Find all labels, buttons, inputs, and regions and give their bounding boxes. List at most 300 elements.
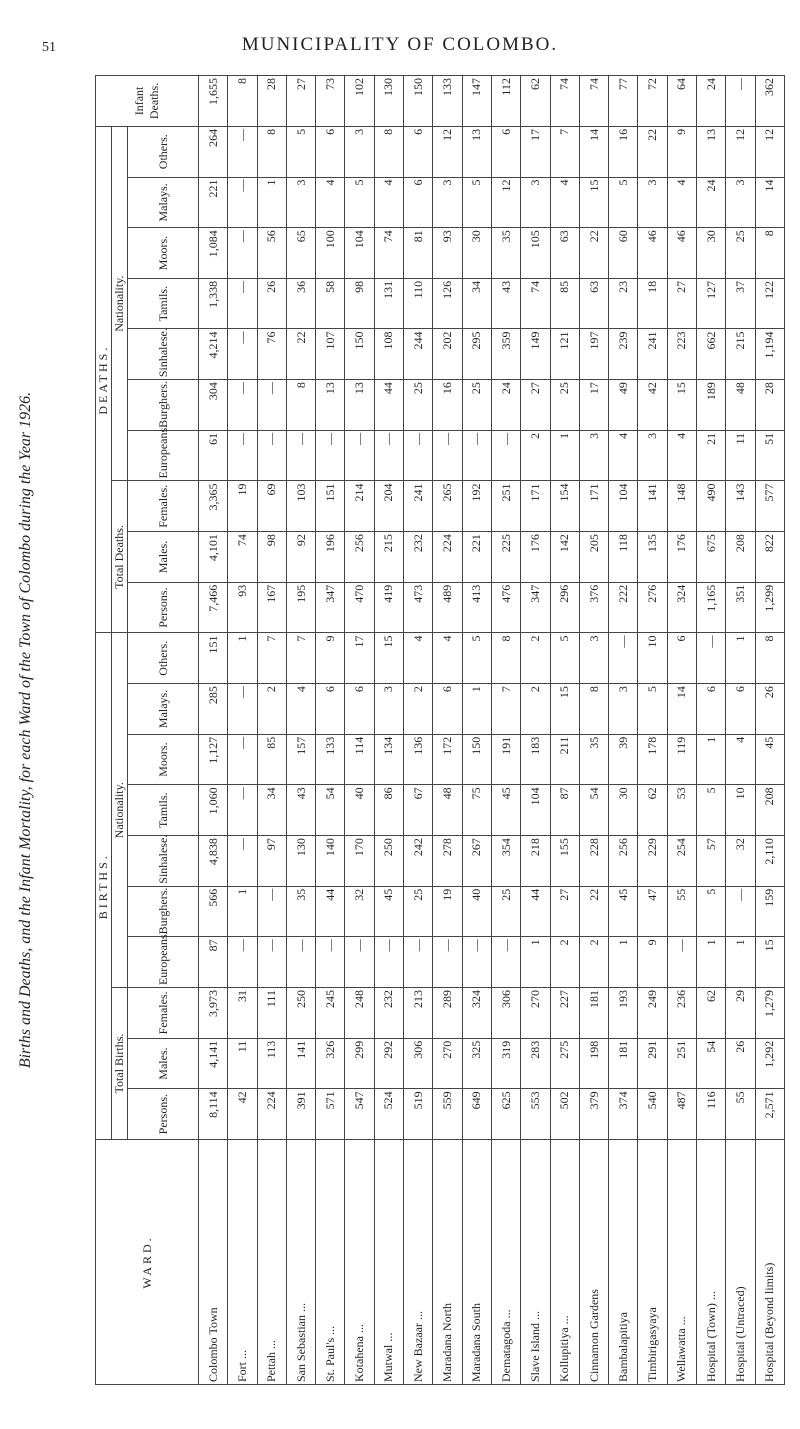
- deaths-others-cell: 22: [638, 126, 667, 177]
- births-others-cell: —: [697, 633, 726, 684]
- infant-deaths-cell: 62: [521, 76, 550, 127]
- births-moors-cell: 85: [257, 734, 286, 785]
- births-tamils-cell: —: [228, 785, 257, 836]
- infant-deaths-cell: 74: [550, 76, 579, 127]
- births-burghers-cell: —: [257, 886, 286, 937]
- deaths-tamils-cell: 98: [345, 278, 374, 329]
- births-europeans-cell: 2: [550, 937, 579, 988]
- births-moors-cell: 183: [521, 734, 550, 785]
- table-row: [257, 76, 286, 1385]
- births-europeans-cell: —: [462, 937, 491, 988]
- ward-name: Fort ...: [228, 1140, 257, 1385]
- deaths-europeans-cell: 4: [667, 430, 696, 481]
- deaths-malays-cell: 1: [257, 177, 286, 228]
- births-malays-cell: 15: [550, 684, 579, 735]
- births-males-header: Males.: [128, 1038, 199, 1089]
- births-males-cell: 275: [550, 1038, 579, 1089]
- deaths-persons-header: Persons.: [128, 582, 199, 633]
- births-tamils-header: Tamils.: [128, 785, 199, 836]
- deaths-malays-cell: 12: [491, 177, 520, 228]
- deaths-others-cell: 7: [550, 126, 579, 177]
- births-females-cell: 29: [726, 988, 755, 1039]
- deaths-burghers-cell: 16: [433, 380, 462, 431]
- deaths-europeans-cell: —: [404, 430, 433, 481]
- deaths-persons-cell: 296: [550, 582, 579, 633]
- deaths-males-cell: 92: [286, 532, 315, 583]
- births-males-cell: 325: [462, 1038, 491, 1089]
- table-row: [609, 76, 638, 1385]
- table-row: [228, 76, 257, 1385]
- deaths-malays-cell: 4: [667, 177, 696, 228]
- ward-name: Kollupitiya ...: [550, 1140, 579, 1385]
- births-tamils-cell: 1,060: [199, 785, 228, 836]
- total-deaths-header: Total Deaths.: [112, 481, 128, 633]
- births-moors-cell: 157: [286, 734, 315, 785]
- deaths-males-cell: 232: [404, 532, 433, 583]
- deaths-moors-cell: 60: [609, 228, 638, 279]
- deaths-sinhalese-cell: 223: [667, 329, 696, 380]
- ward-name: Wellawatta ...: [667, 1140, 696, 1385]
- births-moors-cell: 39: [609, 734, 638, 785]
- deaths-others-cell: 264: [199, 126, 228, 177]
- deaths-males-cell: 225: [491, 532, 520, 583]
- deaths-females-cell: 151: [316, 481, 345, 532]
- deaths-persons-cell: 489: [433, 582, 462, 633]
- births-persons-cell: 571: [316, 1089, 345, 1140]
- deaths-others-cell: 13: [697, 126, 726, 177]
- births-males-cell: 292: [374, 1038, 403, 1089]
- births-persons-cell: 224: [257, 1089, 286, 1140]
- deaths-europeans-cell: —: [433, 430, 462, 481]
- births-burghers-header: Burghers.: [128, 886, 199, 937]
- births-sinhalese-cell: 242: [404, 836, 433, 887]
- births-burghers-cell: 27: [550, 886, 579, 937]
- births-others-cell: 4: [433, 633, 462, 684]
- deaths-females-cell: 192: [462, 481, 491, 532]
- ward-name: Hospital (Beyond limits): [755, 1140, 784, 1385]
- births-tamils-cell: 34: [257, 785, 286, 836]
- deaths-tamils-cell: 110: [404, 278, 433, 329]
- births-others-cell: 2: [521, 633, 550, 684]
- births-persons-cell: 2,571: [755, 1089, 784, 1140]
- deaths-moors-cell: —: [228, 228, 257, 279]
- births-moors-cell: 114: [345, 734, 374, 785]
- deaths-others-cell: 12: [433, 126, 462, 177]
- deaths-persons-cell: 470: [345, 582, 374, 633]
- deaths-europeans-cell: 3: [579, 430, 608, 481]
- deaths-sinhalese-cell: 107: [316, 329, 345, 380]
- deaths-moors-cell: 93: [433, 228, 462, 279]
- births-tamils-cell: 40: [345, 785, 374, 836]
- deaths-persons-cell: 376: [579, 582, 608, 633]
- deaths-moors-cell: 65: [286, 228, 315, 279]
- ward-name: Cinnamon Gardens: [579, 1140, 608, 1385]
- deaths-moors-cell: 30: [462, 228, 491, 279]
- deaths-burghers-cell: 13: [316, 380, 345, 431]
- births-malays-cell: 7: [491, 684, 520, 735]
- births-burghers-cell: 44: [316, 886, 345, 937]
- deaths-others-cell: 5: [286, 126, 315, 177]
- deaths-moors-cell: 104: [345, 228, 374, 279]
- deaths-females-header: Females.: [128, 481, 199, 532]
- births-malays-cell: 6: [345, 684, 374, 735]
- births-europeans-cell: 1: [521, 937, 550, 988]
- side-title: Births and Deaths, and the Infant Mortality, for each Ward of the Town of Colombo during the Year 1926.: [17, 391, 34, 1069]
- infant-deaths-header: Infant Deaths.: [96, 76, 199, 127]
- deaths-malays-cell: 4: [550, 177, 579, 228]
- deaths-females-cell: 490: [697, 481, 726, 532]
- births-tamils-cell: 53: [667, 785, 696, 836]
- deaths-females-cell: 214: [345, 481, 374, 532]
- ward-name: New Bazaar ...: [404, 1140, 433, 1385]
- deaths-burghers-cell: 24: [491, 380, 520, 431]
- deaths-persons-cell: 167: [257, 582, 286, 633]
- births-persons-cell: 553: [521, 1089, 550, 1140]
- deaths-females-cell: 251: [491, 481, 520, 532]
- births-europeans-header: Europeans.: [128, 937, 199, 988]
- births-malays-cell: 1: [462, 684, 491, 735]
- births-females-cell: 236: [667, 988, 696, 1039]
- deaths-europeans-cell: —: [345, 430, 374, 481]
- infant-deaths-cell: 27: [286, 76, 315, 127]
- deaths-sinhalese-cell: 202: [433, 329, 462, 380]
- births-nationality-header: Nationality.: [112, 633, 128, 988]
- infant-deaths-cell: 133: [433, 76, 462, 127]
- deaths-tamils-cell: 18: [638, 278, 667, 329]
- births-females-cell: 62: [697, 988, 726, 1039]
- deaths-tamils-cell: 58: [316, 278, 345, 329]
- deaths-tamils-cell: —: [228, 278, 257, 329]
- table-row: [550, 76, 579, 1385]
- deaths-others-cell: 9: [667, 126, 696, 177]
- deaths-europeans-cell: 3: [638, 430, 667, 481]
- deaths-burghers-cell: 15: [667, 380, 696, 431]
- births-sinhalese-cell: 97: [257, 836, 286, 887]
- deaths-males-cell: 822: [755, 532, 784, 583]
- births-others-cell: 5: [550, 633, 579, 684]
- births-sinhalese-cell: 250: [374, 836, 403, 887]
- births-malays-header: Malays.: [128, 684, 199, 735]
- deaths-europeans-cell: 21: [697, 430, 726, 481]
- births-persons-cell: 55: [726, 1089, 755, 1140]
- deaths-tamils-cell: 85: [550, 278, 579, 329]
- births-females-cell: 306: [491, 988, 520, 1039]
- births-females-cell: 245: [316, 988, 345, 1039]
- ward-name: Hospital (Town) ...: [697, 1140, 726, 1385]
- births-others-cell: 8: [491, 633, 520, 684]
- deaths-malays-cell: 15: [579, 177, 608, 228]
- deaths-tamils-cell: 27: [667, 278, 696, 329]
- deaths-sinhalese-cell: 22: [286, 329, 315, 380]
- deaths-europeans-cell: —: [228, 430, 257, 481]
- births-others-cell: 6: [667, 633, 696, 684]
- infant-deaths-cell: 64: [667, 76, 696, 127]
- births-males-cell: 1,292: [755, 1038, 784, 1089]
- deaths-persons-cell: 419: [374, 582, 403, 633]
- deaths-others-cell: 3: [345, 126, 374, 177]
- births-persons-cell: 502: [550, 1089, 579, 1140]
- infant-deaths-cell: 8: [228, 76, 257, 127]
- births-europeans-cell: —: [345, 937, 374, 988]
- births-moors-cell: —: [228, 734, 257, 785]
- deaths-persons-cell: 7,466: [199, 582, 228, 633]
- births-malays-cell: 3: [609, 684, 638, 735]
- births-males-cell: 26: [726, 1038, 755, 1089]
- births-sinhalese-cell: —: [228, 836, 257, 887]
- births-moors-cell: 133: [316, 734, 345, 785]
- deaths-persons-cell: 276: [638, 582, 667, 633]
- deaths-tamils-cell: 43: [491, 278, 520, 329]
- deaths-males-cell: 675: [697, 532, 726, 583]
- births-sinhalese-cell: 354: [491, 836, 520, 887]
- table-row: [374, 76, 403, 1385]
- infant-deaths-cell: 28: [257, 76, 286, 127]
- deaths-others-cell: —: [228, 126, 257, 177]
- table-row: [404, 76, 433, 1385]
- deaths-tamils-cell: 63: [579, 278, 608, 329]
- deaths-malays-cell: 4: [374, 177, 403, 228]
- table-row: [726, 76, 755, 1385]
- table-row: [697, 76, 726, 1385]
- births-males-cell: 326: [316, 1038, 345, 1089]
- births-persons-cell: 649: [462, 1089, 491, 1140]
- deaths-tamils-cell: 23: [609, 278, 638, 329]
- deaths-persons-cell: 222: [609, 582, 638, 633]
- births-europeans-cell: —: [667, 937, 696, 988]
- deaths-europeans-header: Europeans.: [128, 430, 199, 481]
- deaths-males-cell: 224: [433, 532, 462, 583]
- deaths-males-cell: 256: [345, 532, 374, 583]
- births-moors-cell: 178: [638, 734, 667, 785]
- deaths-females-cell: 241: [404, 481, 433, 532]
- table-body: [199, 76, 785, 1385]
- deaths-tamils-cell: 126: [433, 278, 462, 329]
- deaths-others-cell: 17: [521, 126, 550, 177]
- births-females-cell: 289: [433, 988, 462, 1039]
- births-persons-cell: 116: [697, 1089, 726, 1140]
- deaths-persons-cell: 1,165: [697, 582, 726, 633]
- births-females-cell: 248: [345, 988, 374, 1039]
- births-burghers-cell: 47: [638, 886, 667, 937]
- deaths-moors-cell: 1,084: [199, 228, 228, 279]
- table-row: [521, 76, 550, 1385]
- table-row: [286, 76, 315, 1385]
- deaths-malays-cell: 3: [286, 177, 315, 228]
- table-row: [755, 76, 784, 1385]
- births-sinhalese-cell: 228: [579, 836, 608, 887]
- births-malays-cell: 6: [726, 684, 755, 735]
- births-females-cell: 249: [638, 988, 667, 1039]
- births-burghers-cell: 25: [491, 886, 520, 937]
- deaths-malays-header: Malays.: [128, 177, 199, 228]
- births-sinhalese-cell: 254: [667, 836, 696, 887]
- births-sinhalese-cell: 130: [286, 836, 315, 887]
- deaths-persons-cell: 93: [228, 582, 257, 633]
- births-sinhalese-cell: 140: [316, 836, 345, 887]
- deaths-others-cell: 12: [726, 126, 755, 177]
- deaths-females-cell: 171: [521, 481, 550, 532]
- deaths-persons-cell: 195: [286, 582, 315, 633]
- births-persons-cell: 42: [228, 1089, 257, 1140]
- deaths-females-cell: 143: [726, 481, 755, 532]
- deaths-europeans-cell: 2: [521, 430, 550, 481]
- ward-name: Hospital (Untraced): [726, 1140, 755, 1385]
- deaths-females-cell: 148: [667, 481, 696, 532]
- deaths-males-cell: 221: [462, 532, 491, 583]
- table-row: [579, 76, 608, 1385]
- deaths-moors-cell: 100: [316, 228, 345, 279]
- deaths-persons-cell: 324: [667, 582, 696, 633]
- deaths-females-cell: 3,365: [199, 481, 228, 532]
- deaths-europeans-cell: —: [491, 430, 520, 481]
- births-others-cell: 151: [199, 633, 228, 684]
- deaths-females-cell: 204: [374, 481, 403, 532]
- births-tamils-cell: 67: [404, 785, 433, 836]
- mortality-table: [95, 75, 785, 1385]
- births-sinhalese-cell: 4,838: [199, 836, 228, 887]
- deaths-sinhalese-cell: 662: [697, 329, 726, 380]
- deaths-moors-cell: 56: [257, 228, 286, 279]
- births-sinhalese-cell: 218: [521, 836, 550, 887]
- births-females-cell: 193: [609, 988, 638, 1039]
- births-persons-cell: 559: [433, 1089, 462, 1140]
- deaths-persons-cell: 413: [462, 582, 491, 633]
- deaths-others-cell: 16: [609, 126, 638, 177]
- ward-name: Kotahena ...: [345, 1140, 374, 1385]
- births-males-cell: 4,141: [199, 1038, 228, 1089]
- deaths-others-cell: 12: [755, 126, 784, 177]
- table-row: [491, 76, 520, 1385]
- deaths-europeans-cell: —: [316, 430, 345, 481]
- births-others-cell: 1: [228, 633, 257, 684]
- births-females-cell: 1,279: [755, 988, 784, 1039]
- deaths-persons-cell: 1,299: [755, 582, 784, 633]
- deaths-europeans-cell: 4: [609, 430, 638, 481]
- deaths-males-cell: 208: [726, 532, 755, 583]
- deaths-females-cell: 265: [433, 481, 462, 532]
- births-malays-cell: 2: [257, 684, 286, 735]
- births-moors-cell: 4: [726, 734, 755, 785]
- births-moors-cell: 45: [755, 734, 784, 785]
- births-males-cell: 113: [257, 1038, 286, 1089]
- deaths-sinhalese-cell: 239: [609, 329, 638, 380]
- deaths-moors-header: Moors.: [128, 228, 199, 279]
- births-moors-cell: 150: [462, 734, 491, 785]
- births-tamils-cell: 208: [755, 785, 784, 836]
- deaths-burghers-cell: 49: [609, 380, 638, 431]
- ward-name: Dematagoda ...: [491, 1140, 520, 1385]
- ward-name: Slave Island ...: [521, 1140, 550, 1385]
- deaths-females-cell: 171: [579, 481, 608, 532]
- births-females-cell: 181: [579, 988, 608, 1039]
- deaths-females-cell: 104: [609, 481, 638, 532]
- births-males-cell: 306: [404, 1038, 433, 1089]
- infant-deaths-cell: 72: [638, 76, 667, 127]
- deaths-males-cell: 135: [638, 532, 667, 583]
- table-row: [638, 76, 667, 1385]
- deaths-others-cell: 8: [374, 126, 403, 177]
- deaths-moors-cell: 81: [404, 228, 433, 279]
- births-others-cell: 9: [316, 633, 345, 684]
- deaths-persons-cell: 347: [521, 582, 550, 633]
- births-burghers-cell: 1: [228, 886, 257, 937]
- ward-name: Maradana South: [462, 1140, 491, 1385]
- births-sinhalese-cell: 229: [638, 836, 667, 887]
- births-sinhalese-cell: 2,110: [755, 836, 784, 887]
- births-sinhalese-cell: 155: [550, 836, 579, 887]
- page-number: 51: [42, 40, 56, 55]
- deaths-burghers-cell: 28: [755, 380, 784, 431]
- births-europeans-cell: 1: [609, 937, 638, 988]
- births-europeans-cell: —: [257, 937, 286, 988]
- births-sinhalese-cell: 267: [462, 836, 491, 887]
- deaths-moors-cell: 46: [667, 228, 696, 279]
- deaths-females-cell: 141: [638, 481, 667, 532]
- deaths-malays-cell: —: [228, 177, 257, 228]
- births-europeans-cell: 1: [726, 937, 755, 988]
- deaths-males-cell: 205: [579, 532, 608, 583]
- births-burghers-cell: 40: [462, 886, 491, 937]
- deaths-tamils-cell: 122: [755, 278, 784, 329]
- deaths-males-cell: 215: [374, 532, 403, 583]
- births-females-cell: 213: [404, 988, 433, 1039]
- deaths-others-cell: 13: [462, 126, 491, 177]
- births-persons-cell: 519: [404, 1089, 433, 1140]
- table-row: [345, 76, 374, 1385]
- births-males-cell: 251: [667, 1038, 696, 1089]
- births-malays-cell: 4: [286, 684, 315, 735]
- births-others-cell: 7: [257, 633, 286, 684]
- births-others-cell: 7: [286, 633, 315, 684]
- deaths-sinhalese-cell: 149: [521, 329, 550, 380]
- deaths-burghers-cell: —: [257, 380, 286, 431]
- births-males-cell: 54: [697, 1038, 726, 1089]
- births-header: BIRTHS.: [96, 633, 112, 1140]
- deaths-sinhalese-cell: 244: [404, 329, 433, 380]
- infant-deaths-cell: 77: [609, 76, 638, 127]
- deaths-sinhalese-cell: 76: [257, 329, 286, 380]
- births-malays-cell: 5: [638, 684, 667, 735]
- births-females-cell: 227: [550, 988, 579, 1039]
- deaths-persons-cell: 476: [491, 582, 520, 633]
- births-moors-cell: 191: [491, 734, 520, 785]
- births-tamils-cell: 30: [609, 785, 638, 836]
- deaths-tamils-header: Tamils.: [128, 278, 199, 329]
- deaths-tamils-cell: 34: [462, 278, 491, 329]
- infant-deaths-cell: 73: [316, 76, 345, 127]
- births-males-cell: 141: [286, 1038, 315, 1089]
- births-persons-cell: 374: [609, 1089, 638, 1140]
- deaths-malays-cell: 5: [345, 177, 374, 228]
- ward-name: St. Paul's ...: [316, 1140, 345, 1385]
- ward-name: Maradana North: [433, 1140, 462, 1385]
- births-burghers-cell: 35: [286, 886, 315, 937]
- births-females-cell: 324: [462, 988, 491, 1039]
- ward-name: Colombo Town: [199, 1140, 228, 1385]
- births-malays-cell: 6: [697, 684, 726, 735]
- births-males-cell: 319: [491, 1038, 520, 1089]
- births-tamils-cell: 87: [550, 785, 579, 836]
- deaths-others-header: Others.: [128, 126, 199, 177]
- deaths-malays-cell: 3: [726, 177, 755, 228]
- ward-name: Timbirigasyaya: [638, 1140, 667, 1385]
- infant-deaths-cell: 150: [404, 76, 433, 127]
- ward-name: San Sebastian ...: [286, 1140, 315, 1385]
- births-burghers-cell: 566: [199, 886, 228, 937]
- deaths-males-header: Males.: [128, 532, 199, 583]
- births-moors-header: Moors.: [128, 734, 199, 785]
- mortality-table-wrapper: [95, 75, 785, 1385]
